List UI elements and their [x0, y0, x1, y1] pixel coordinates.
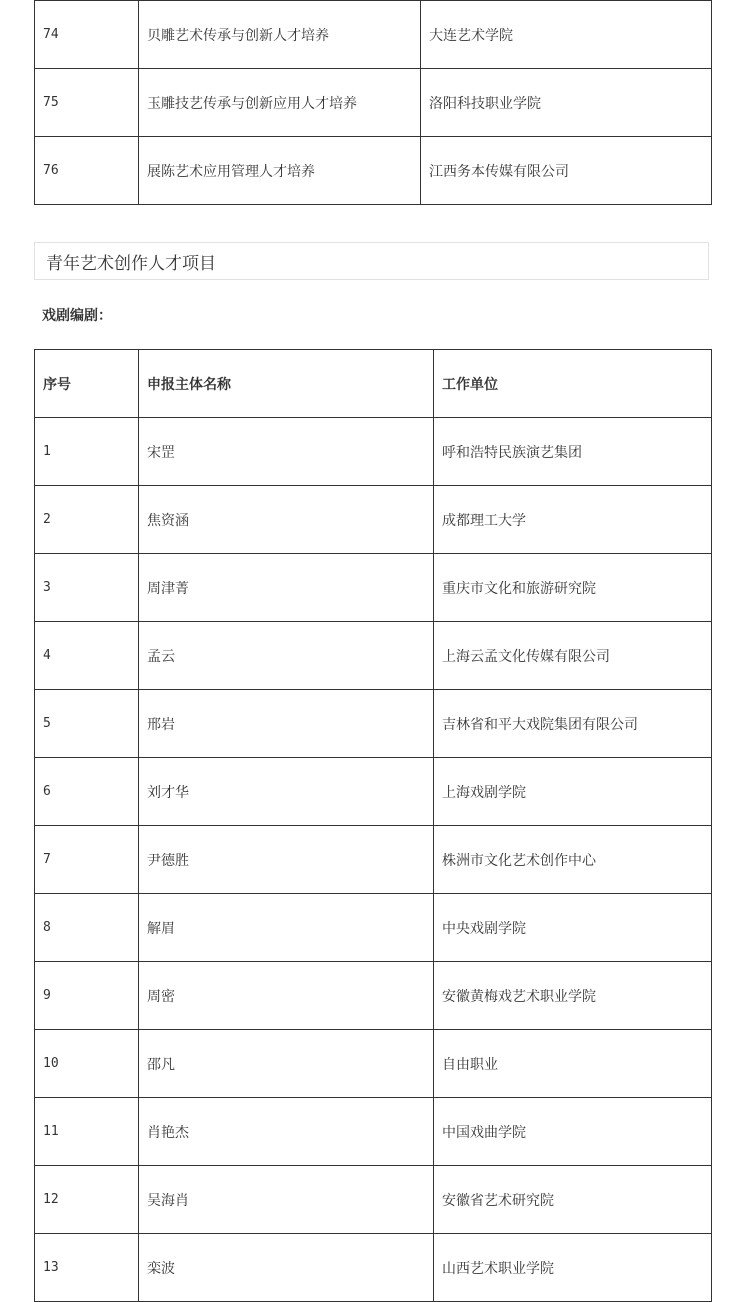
- row-number: 4: [35, 622, 139, 690]
- applicant-unit: 洛阳科技职业学院: [421, 69, 712, 137]
- applicant-name: 孟云: [139, 622, 434, 690]
- project-name: 展陈艺术应用管理人才培养: [139, 137, 421, 205]
- applicant-name: 肖艳杰: [139, 1098, 434, 1166]
- applicant-unit: 江西务本传媒有限公司: [421, 137, 712, 205]
- row-number: 1: [35, 418, 139, 486]
- row-number: 3: [35, 554, 139, 622]
- applicant-name: 焦资涵: [139, 486, 434, 554]
- work-unit: 上海云孟文化传媒有限公司: [434, 622, 712, 690]
- header-applicant: 申报主体名称: [139, 350, 434, 418]
- work-unit: 山西艺术职业学院: [434, 1234, 712, 1302]
- table-row: [35, 554, 712, 622]
- row-number: 5: [35, 690, 139, 758]
- section-heading: 青年艺术创作人才项目: [34, 242, 709, 280]
- work-unit: 自由职业: [434, 1030, 712, 1098]
- applicant-name: 周密: [139, 962, 434, 1030]
- table-row: [35, 1, 712, 69]
- work-unit: 株洲市文化艺术创作中心: [434, 826, 712, 894]
- continued-project-table: [34, 0, 712, 205]
- work-unit: 成都理工大学: [434, 486, 712, 554]
- work-unit: 吉林省和平大戏院集团有限公司: [434, 690, 712, 758]
- applicant-name: 解眉: [139, 894, 434, 962]
- category-label: 戏剧编剧：: [42, 308, 112, 324]
- applicant-name: 栾波: [139, 1234, 434, 1302]
- table-row: [35, 962, 712, 1030]
- row-number: 2: [35, 486, 139, 554]
- table-row: [35, 69, 712, 137]
- applicant-unit: 大连艺术学院: [421, 1, 712, 69]
- row-number: 9: [35, 962, 139, 1030]
- row-number: 6: [35, 758, 139, 826]
- row-number: 8: [35, 894, 139, 962]
- table-header-row: [35, 350, 712, 418]
- applicant-name: 吴海肖: [139, 1166, 434, 1234]
- work-unit: 重庆市文化和旅游研究院: [434, 554, 712, 622]
- playwright-table: [34, 349, 712, 1302]
- applicant-name: 邢岩: [139, 690, 434, 758]
- header-number: 序号: [35, 350, 139, 418]
- header-unit: 工作单位: [434, 350, 712, 418]
- table-row: [35, 1030, 712, 1098]
- row-number: 11: [35, 1098, 139, 1166]
- applicant-name: 尹德胜: [139, 826, 434, 894]
- table-row: [35, 1166, 712, 1234]
- table-row: [35, 1234, 712, 1302]
- table-row: [35, 486, 712, 554]
- work-unit: 安徽省艺术研究院: [434, 1166, 712, 1234]
- table-row: [35, 894, 712, 962]
- table-row: [35, 418, 712, 486]
- work-unit: 中国戏曲学院: [434, 1098, 712, 1166]
- applicant-name: 刘才华: [139, 758, 434, 826]
- work-unit: 呼和浩特民族演艺集团: [434, 418, 712, 486]
- row-number: 10: [35, 1030, 139, 1098]
- row-number: 7: [35, 826, 139, 894]
- work-unit: 上海戏剧学院: [434, 758, 712, 826]
- table-row: [35, 1098, 712, 1166]
- row-number: 74: [35, 1, 139, 69]
- table-row: [35, 690, 712, 758]
- applicant-name: 邵凡: [139, 1030, 434, 1098]
- row-number: 76: [35, 137, 139, 205]
- applicant-name: 宋罡: [139, 418, 434, 486]
- row-number: 75: [35, 69, 139, 137]
- row-number: 13: [35, 1234, 139, 1302]
- table-row: [35, 826, 712, 894]
- applicant-name: 周津菁: [139, 554, 434, 622]
- row-number: 12: [35, 1166, 139, 1234]
- work-unit: 安徽黄梅戏艺术职业学院: [434, 962, 712, 1030]
- work-unit: 中央戏剧学院: [434, 894, 712, 962]
- project-name: 玉雕技艺传承与创新应用人才培养: [139, 69, 421, 137]
- project-name: 贝雕艺术传承与创新人才培养: [139, 1, 421, 69]
- table-row: [35, 622, 712, 690]
- table-row: [35, 137, 712, 205]
- table-row: [35, 758, 712, 826]
